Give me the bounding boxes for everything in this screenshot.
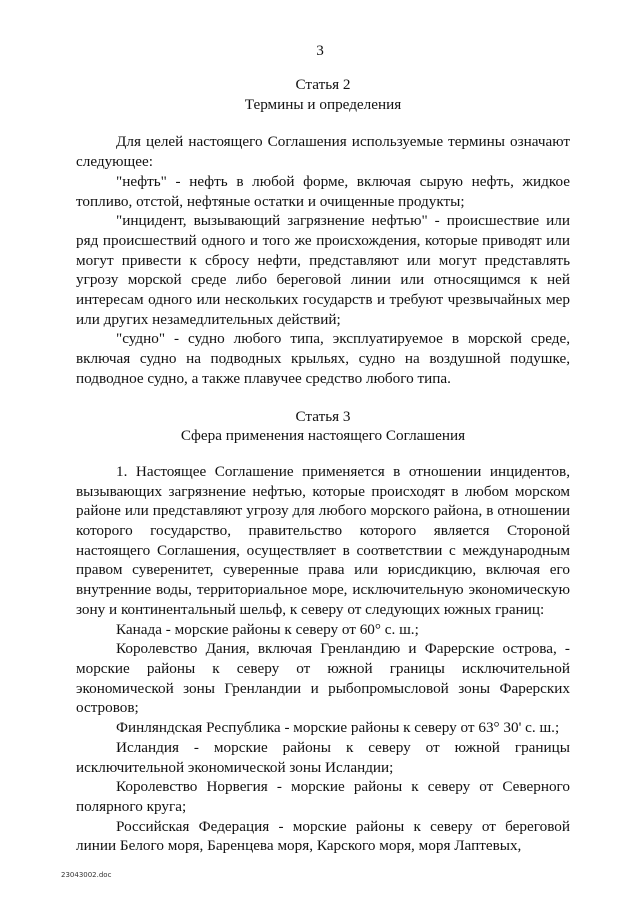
- article-3-paragraph: Российская Федерация - морские районы к северу от береговой линии Белого моря, Баренцева моря, Карского моря, моря Лаптевых,: [76, 817, 570, 855]
- article-2-paragraph: "нефть" - нефть в любой форме, включая сырую нефть, жидкое топливо, отстой, нефтяные остатки и очищенные продукты;: [76, 172, 570, 210]
- article-3-paragraph: Финляндская Республика - морские районы к северу от 63° 30' с. ш.;: [116, 719, 560, 737]
- article-3-heading: [76, 407, 570, 446]
- article-3-paragraph: Исландия - морские районы к северу от южной границы исключительной экономической зоны Исландии;: [76, 738, 570, 776]
- footer-filename: 23043002.doc: [61, 871, 112, 879]
- article-2-paragraph: "инцидент, вызывающий загрязнение нефтью" - происшествие или ряд происшествий одного и того же происхождения, которые приводят или могут привести к сбросу нефти, представляют или могут представлять угрозу морской среде либо береговой линии или относящимся к ней интересам одного или нескольких государств и требуют чрезвычайных мер или других незамедлительных действий;: [76, 212, 570, 328]
- article-2-paragraph: Для целей настоящего Соглашения используемые термины означают следующее:: [76, 133, 570, 171]
- article-3-title: Сфера применения настоящего Соглашения: [180, 427, 466, 445]
- article-3-paragraph: Канада - морские районы к северу от 60° с. ш.;: [116, 620, 419, 638]
- article-2-paragraph: "судно" - судно любого типа, эксплуатируемое в морской среде, включая судно на подводных крыльях, судно на воздушной подушке, подводное судно, а также плавучее средство любого типа.: [76, 330, 570, 387]
- article-3-paragraph: 1. Настоящее Соглашение применяется в отношении инцидентов, вызывающих загрязнение нефтью, которые происходят в любом морском районе или представляют угрозу для любого морского района, в отношении которого государство, правительство которого является Стороной настоящего Соглашения, осуществляет в соответствии с международным правом суверенитет, суверенные права или юрисдикцию, включая его внутренние воды, территориальное море, исключительную экономическую зону и континентальный шельф, к северу от следующих южных границ:: [76, 462, 570, 618]
- article-3-paragraph: Королевство Норвегия - морские районы к северу от Северного полярного круга;: [76, 778, 570, 815]
- article-3-number: Статья 3: [295, 407, 351, 425]
- page-content: [76, 75, 570, 856]
- article-3-paragraph: Королевство Дания, включая Гренландию и Фарерские острова, - морские районы к северу от южной границы исключительной экономической зоны Гренландии и рыбопромысловой зоны Фарерских островов;: [76, 640, 570, 717]
- page-number: 3: [316, 42, 324, 59]
- article-2-title: Термины и определения: [244, 95, 402, 113]
- article-2-number: Статья 2: [295, 76, 351, 93]
